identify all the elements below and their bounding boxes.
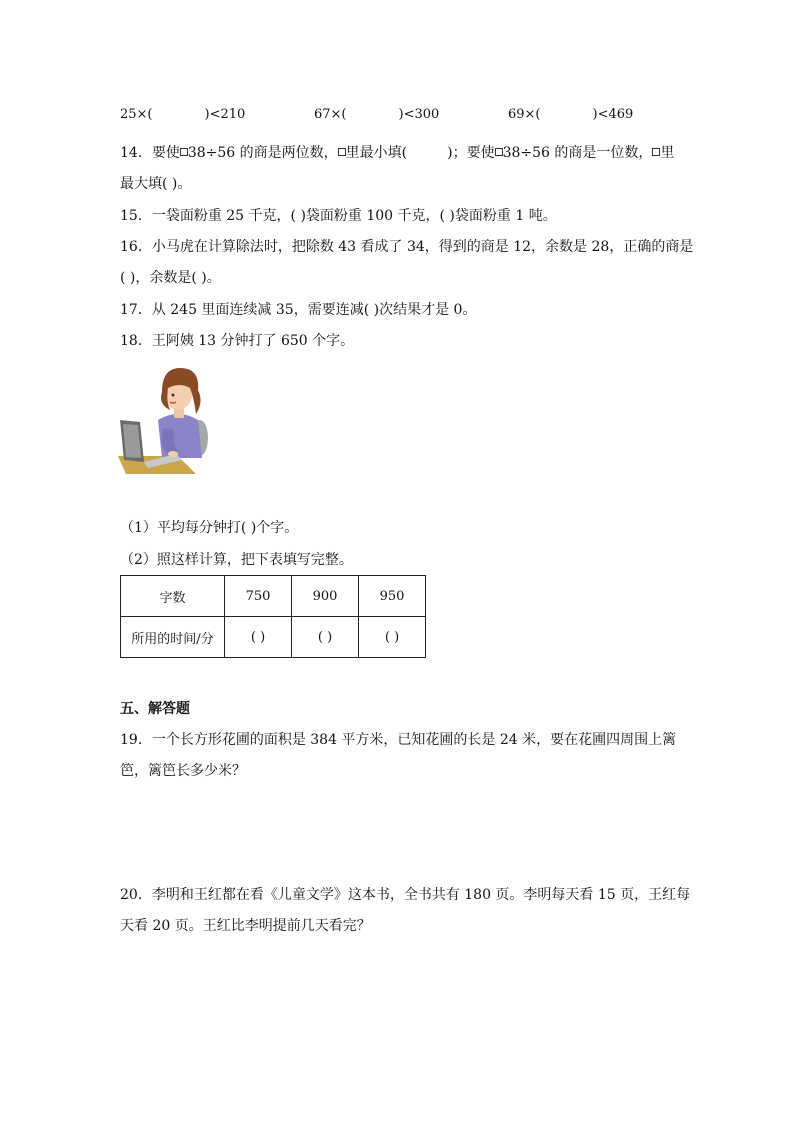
question-18: 18．王阿姨 13 分钟打了 650 个字。 (120, 333, 355, 349)
table-row (121, 617, 426, 658)
table-blank-cell[interactable]: ( ) (225, 617, 292, 658)
inequality-1: 25×( )<210 (120, 107, 246, 122)
inequality-3: 69×( )<469 (508, 107, 634, 122)
inequality-2: 67×( )<300 (314, 107, 440, 122)
table-cell: 950 (359, 576, 426, 617)
table-header-words: 字数 (121, 576, 225, 617)
question-19-line-2: 笆，篱笆长多少米？ (120, 763, 246, 779)
question-20-line-2: 天看 20 页。王红比李明提前几天看完？ (120, 918, 371, 934)
question-18-sub-2: （2）照这样计算，把下表填写完整。 (120, 552, 353, 568)
question-20-line-1: 20．李明和王红都在看《儿童文学》这本书，全书共有 180 页。李明每天看 15 页，王红每 (120, 887, 691, 903)
table-cell: 900 (292, 576, 359, 617)
question-17: 17．从 245 里面连续减 35，需要连减( )次结果才是 0。 (120, 302, 477, 318)
blank-square-icon (180, 148, 188, 156)
blank-square-icon (495, 148, 503, 156)
table-blank-cell[interactable]: ( ) (359, 617, 426, 658)
question-18-sub-1: （1）平均每分钟打( )个字。 (120, 520, 299, 536)
question-16-line-2: ( )，余数是( )。 (120, 270, 221, 286)
blank-square-icon (338, 148, 346, 156)
section-title: 五、解答题 (120, 701, 190, 717)
table-header-time: 所用的时间/分 (121, 617, 225, 658)
question-14-line-1: 14．要使 38÷56 的商是两位数， 里最小填( )；要使 38÷56 的商是一位数， 里 (120, 145, 675, 161)
question-16-line-1: 16．小马虎在计算除法时，把除数 43 看成了 34，得到的商是 12，余数是 28，正确的商是 (120, 239, 694, 255)
table-row (121, 576, 426, 617)
table-cell: 750 (225, 576, 292, 617)
question-14-line-2: 最大填( )。 (120, 176, 192, 192)
woman-typing-illustration (118, 358, 212, 478)
question-15: 15．一袋面粉重 25 千克，( )袋面粉重 100 千克，( )袋面粉重 1 吨。 (120, 208, 557, 224)
table-blank-cell[interactable]: ( ) (292, 617, 359, 658)
question-19-line-1: 19．一个长方形花圃的面积是 384 平方米，已知花圃的长是 24 米，要在花圃四周围上篱 (120, 732, 677, 748)
words-time-table (120, 575, 426, 658)
